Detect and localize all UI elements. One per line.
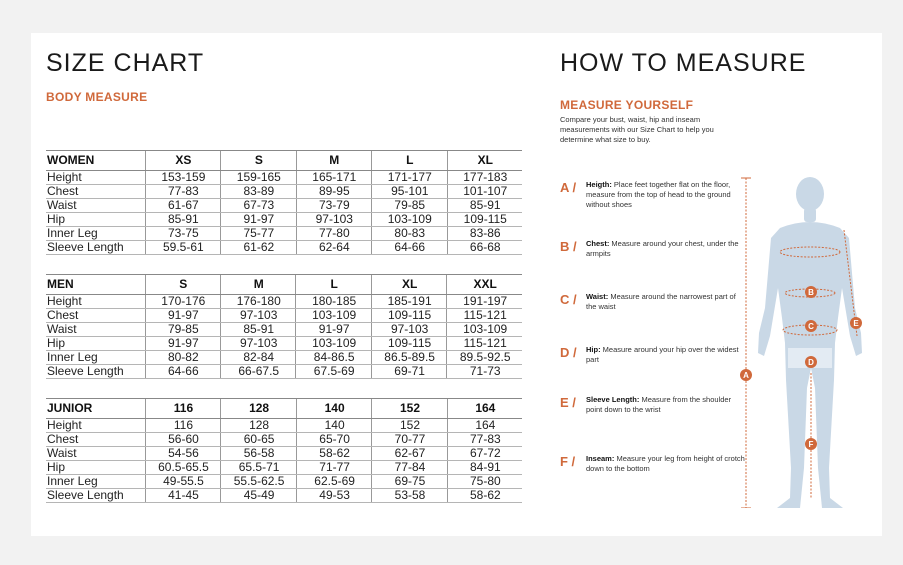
- size-value-cell: 62-64: [296, 241, 371, 255]
- marker-b-label: B: [808, 288, 814, 297]
- table-row: [46, 365, 522, 379]
- table-header-cell: 140: [296, 399, 371, 419]
- table-row: [46, 241, 522, 255]
- table-row: [46, 171, 522, 185]
- step-term: Heigth:: [586, 180, 612, 189]
- size-value-cell: 77-83: [447, 433, 522, 447]
- step-letter: F /: [560, 454, 576, 469]
- table-row: [46, 489, 522, 503]
- men-table-body: [46, 295, 522, 379]
- step-letter: E /: [560, 395, 576, 410]
- size-value-cell: 80-83: [372, 227, 447, 241]
- step-text: Place feet together flat on the floor, measure from the top of head to the ground without shoes: [586, 180, 731, 209]
- size-value-cell: 152: [372, 419, 447, 433]
- step-description: [586, 180, 746, 210]
- table-header-cell: 128: [221, 399, 297, 419]
- size-value-cell: 85-91: [145, 213, 220, 227]
- step-term: Waist:: [586, 292, 609, 301]
- step-text: Measure from the shoulder point down to the wrist: [586, 395, 732, 414]
- size-value-cell: 89.5-92.5: [447, 351, 522, 365]
- size-value-cell: 66-67.5: [221, 365, 296, 379]
- table-row: [46, 351, 522, 365]
- size-value-cell: 115-121: [447, 309, 522, 323]
- step-text: Measure around the narrowest part of the waist: [586, 292, 736, 311]
- men-size-table: [46, 274, 522, 379]
- size-value-cell: 191-197: [447, 295, 522, 309]
- size-value-cell: 159-165: [221, 171, 296, 185]
- size-value-cell: 60-65: [221, 433, 297, 447]
- size-value-cell: 71-73: [447, 365, 522, 379]
- table-row: [46, 213, 522, 227]
- size-value-cell: 97-103: [296, 213, 371, 227]
- size-value-cell: 55.5-62.5: [221, 475, 297, 489]
- size-value-cell: 95-101: [372, 185, 447, 199]
- measure-intro-text: Compare your bust, waist, hip and inseam measurements with our Size Chart to help you determine what size to buy.: [560, 115, 714, 144]
- size-value-cell: 56-60: [145, 433, 221, 447]
- size-value-cell: 70-77: [372, 433, 447, 447]
- row-label-cell: Height: [46, 295, 145, 309]
- body-silhouette: [758, 177, 862, 508]
- size-value-cell: 84-91: [447, 461, 522, 475]
- step-description: [586, 292, 746, 312]
- size-value-cell: 77-83: [145, 185, 220, 199]
- row-label-cell: Waist: [46, 199, 145, 213]
- size-value-cell: 64-66: [145, 365, 220, 379]
- table-header-cell: WOMEN: [46, 151, 145, 171]
- table-header-cell: M: [296, 151, 371, 171]
- body-measure-subtitle: BODY MEASURE: [46, 90, 148, 104]
- size-value-cell: 69-71: [371, 365, 447, 379]
- row-label-cell: Sleeve Length: [46, 365, 145, 379]
- size-value-cell: 54-56: [145, 447, 221, 461]
- size-value-cell: 85-91: [447, 199, 522, 213]
- row-label-cell: Inner Leg: [46, 227, 145, 241]
- table-row: [46, 419, 522, 433]
- row-label-cell: Sleeve Length: [46, 489, 145, 503]
- size-value-cell: 84-86.5: [296, 351, 371, 365]
- size-value-cell: 180-185: [296, 295, 371, 309]
- table-header-row: [46, 275, 522, 295]
- size-value-cell: 61-67: [145, 199, 220, 213]
- size-value-cell: 67-73: [221, 199, 296, 213]
- table-header-cell: XXL: [447, 275, 522, 295]
- size-value-cell: 97-103: [221, 337, 296, 351]
- row-label-cell: Inner Leg: [46, 351, 145, 365]
- women-size-table: [46, 150, 522, 255]
- size-value-cell: 103-109: [296, 337, 371, 351]
- size-value-cell: 59.5-61: [145, 241, 220, 255]
- row-label-cell: Hip: [46, 461, 145, 475]
- size-value-cell: 62.5-69: [296, 475, 371, 489]
- size-value-cell: 61-62: [221, 241, 296, 255]
- size-value-cell: 80-82: [145, 351, 220, 365]
- size-value-cell: 67.5-69: [296, 365, 371, 379]
- size-value-cell: 56-58: [221, 447, 297, 461]
- size-value-cell: 75-77: [221, 227, 296, 241]
- women-table-body: [46, 171, 522, 255]
- size-value-cell: 128: [221, 419, 297, 433]
- size-value-cell: 67-72: [447, 447, 522, 461]
- size-value-cell: 140: [296, 419, 371, 433]
- step-term: Inseam:: [586, 454, 615, 463]
- size-value-cell: 71-77: [296, 461, 371, 475]
- size-value-cell: 164: [447, 419, 522, 433]
- row-label-cell: Chest: [46, 433, 145, 447]
- table-row: [46, 199, 522, 213]
- size-value-cell: 103-109: [372, 213, 447, 227]
- size-value-cell: 82-84: [221, 351, 296, 365]
- table-header-cell: XL: [447, 151, 522, 171]
- table-header-cell: XS: [145, 151, 220, 171]
- size-value-cell: 185-191: [371, 295, 447, 309]
- size-value-cell: 79-85: [145, 323, 220, 337]
- size-value-cell: 171-177: [372, 171, 447, 185]
- size-value-cell: 86.5-89.5: [371, 351, 447, 365]
- table-row: [46, 447, 522, 461]
- size-value-cell: 177-183: [447, 171, 522, 185]
- table-header-cell: L: [296, 275, 371, 295]
- table-header-cell: 152: [372, 399, 447, 419]
- step-term: Chest:: [586, 239, 610, 248]
- size-value-cell: 79-85: [372, 199, 447, 213]
- size-value-cell: 73-79: [296, 199, 371, 213]
- step-term: Hip:: [586, 345, 601, 354]
- table-row: [46, 433, 522, 447]
- step-text: Measure around your hip over the widest part: [586, 345, 739, 364]
- table-row: [46, 323, 522, 337]
- table-row: [46, 309, 522, 323]
- row-label-cell: Chest: [46, 309, 145, 323]
- size-value-cell: 153-159: [145, 171, 220, 185]
- table-header-cell: S: [221, 151, 296, 171]
- table-header-row: [46, 151, 522, 171]
- size-value-cell: 58-62: [447, 489, 522, 503]
- size-value-cell: 91-97: [145, 309, 220, 323]
- size-value-cell: 66-68: [447, 241, 522, 255]
- step-description: [586, 395, 746, 415]
- step-text: Measure your leg from height of crotch down to the bottom: [586, 454, 745, 473]
- size-value-cell: 41-45: [145, 489, 221, 503]
- size-value-cell: 97-103: [221, 309, 296, 323]
- size-value-cell: 73-75: [145, 227, 220, 241]
- size-value-cell: 64-66: [372, 241, 447, 255]
- size-value-cell: 116: [145, 419, 221, 433]
- table-header-cell: M: [221, 275, 296, 295]
- row-label-cell: Chest: [46, 185, 145, 199]
- size-value-cell: 53-58: [372, 489, 447, 503]
- junior-size-table: [46, 398, 522, 503]
- size-value-cell: 170-176: [145, 295, 220, 309]
- size-value-cell: 69-75: [372, 475, 447, 489]
- size-value-cell: 91-97: [145, 337, 220, 351]
- row-label-cell: Sleeve Length: [46, 241, 145, 255]
- step-letter: B /: [560, 239, 577, 254]
- size-value-cell: 103-109: [296, 309, 371, 323]
- table-header-cell: MEN: [46, 275, 145, 295]
- row-label-cell: Height: [46, 171, 145, 185]
- size-value-cell: 103-109: [447, 323, 522, 337]
- marker-c-label: C: [808, 322, 814, 331]
- size-value-cell: 49-53: [296, 489, 371, 503]
- table-header-row: [46, 399, 522, 419]
- step-letter: C /: [560, 292, 577, 307]
- marker-f-label: F: [808, 440, 814, 449]
- size-value-cell: 62-67: [372, 447, 447, 461]
- marker-d-label: D: [808, 358, 814, 367]
- size-value-cell: 109-115: [371, 309, 447, 323]
- row-label-cell: Height: [46, 419, 145, 433]
- junior-table-body: [46, 419, 522, 503]
- size-value-cell: 165-171: [296, 171, 371, 185]
- size-value-cell: 91-97: [296, 323, 371, 337]
- table-header-cell: S: [145, 275, 220, 295]
- marker-a-label: A: [743, 371, 749, 380]
- marker-e-label: E: [853, 319, 859, 328]
- size-chart-title: SIZE CHART: [46, 49, 205, 77]
- body-figure-illustration: [731, 168, 871, 508]
- size-value-cell: 65-70: [296, 433, 371, 447]
- step-description: [586, 239, 746, 259]
- step-description: [586, 454, 746, 474]
- step-text: Measure around your chest, under the armpits: [586, 239, 739, 258]
- table-row: [46, 475, 522, 489]
- size-value-cell: 101-107: [447, 185, 522, 199]
- size-value-cell: 45-49: [221, 489, 297, 503]
- size-value-cell: 77-84: [372, 461, 447, 475]
- size-value-cell: 115-121: [447, 337, 522, 351]
- size-value-cell: 85-91: [221, 323, 296, 337]
- row-label-cell: Inner Leg: [46, 475, 145, 489]
- measure-yourself-subtitle: MEASURE YOURSELF: [560, 98, 694, 112]
- size-value-cell: 176-180: [221, 295, 296, 309]
- size-value-cell: 109-115: [371, 337, 447, 351]
- table-header-cell: 116: [145, 399, 221, 419]
- row-label-cell: Hip: [46, 213, 145, 227]
- table-header-cell: XL: [371, 275, 447, 295]
- size-chart-page: [31, 33, 882, 536]
- table-header-cell: JUNIOR: [46, 399, 145, 419]
- size-value-cell: 65.5-71: [221, 461, 297, 475]
- size-value-cell: 58-62: [296, 447, 371, 461]
- size-value-cell: 97-103: [371, 323, 447, 337]
- step-letter: D /: [560, 345, 577, 360]
- row-label-cell: Waist: [46, 447, 145, 461]
- size-value-cell: 91-97: [221, 213, 296, 227]
- table-header-cell: L: [372, 151, 447, 171]
- table-row: [46, 337, 522, 351]
- size-value-cell: 75-80: [447, 475, 522, 489]
- size-value-cell: 83-86: [447, 227, 522, 241]
- step-term: Sleeve Length:: [586, 395, 640, 404]
- table-row: [46, 227, 522, 241]
- step-letter: A /: [560, 180, 577, 195]
- table-header-cell: 164: [447, 399, 522, 419]
- size-value-cell: 83-89: [221, 185, 296, 199]
- size-value-cell: 49-55.5: [145, 475, 221, 489]
- size-value-cell: 89-95: [296, 185, 371, 199]
- table-row: [46, 295, 522, 309]
- size-value-cell: 77-80: [296, 227, 371, 241]
- row-label-cell: Hip: [46, 337, 145, 351]
- row-label-cell: Waist: [46, 323, 145, 337]
- size-value-cell: 60.5-65.5: [145, 461, 221, 475]
- table-row: [46, 185, 522, 199]
- step-description: [586, 345, 746, 365]
- size-value-cell: 109-115: [447, 213, 522, 227]
- how-to-measure-title: HOW TO MEASURE: [560, 49, 807, 77]
- table-row: [46, 461, 522, 475]
